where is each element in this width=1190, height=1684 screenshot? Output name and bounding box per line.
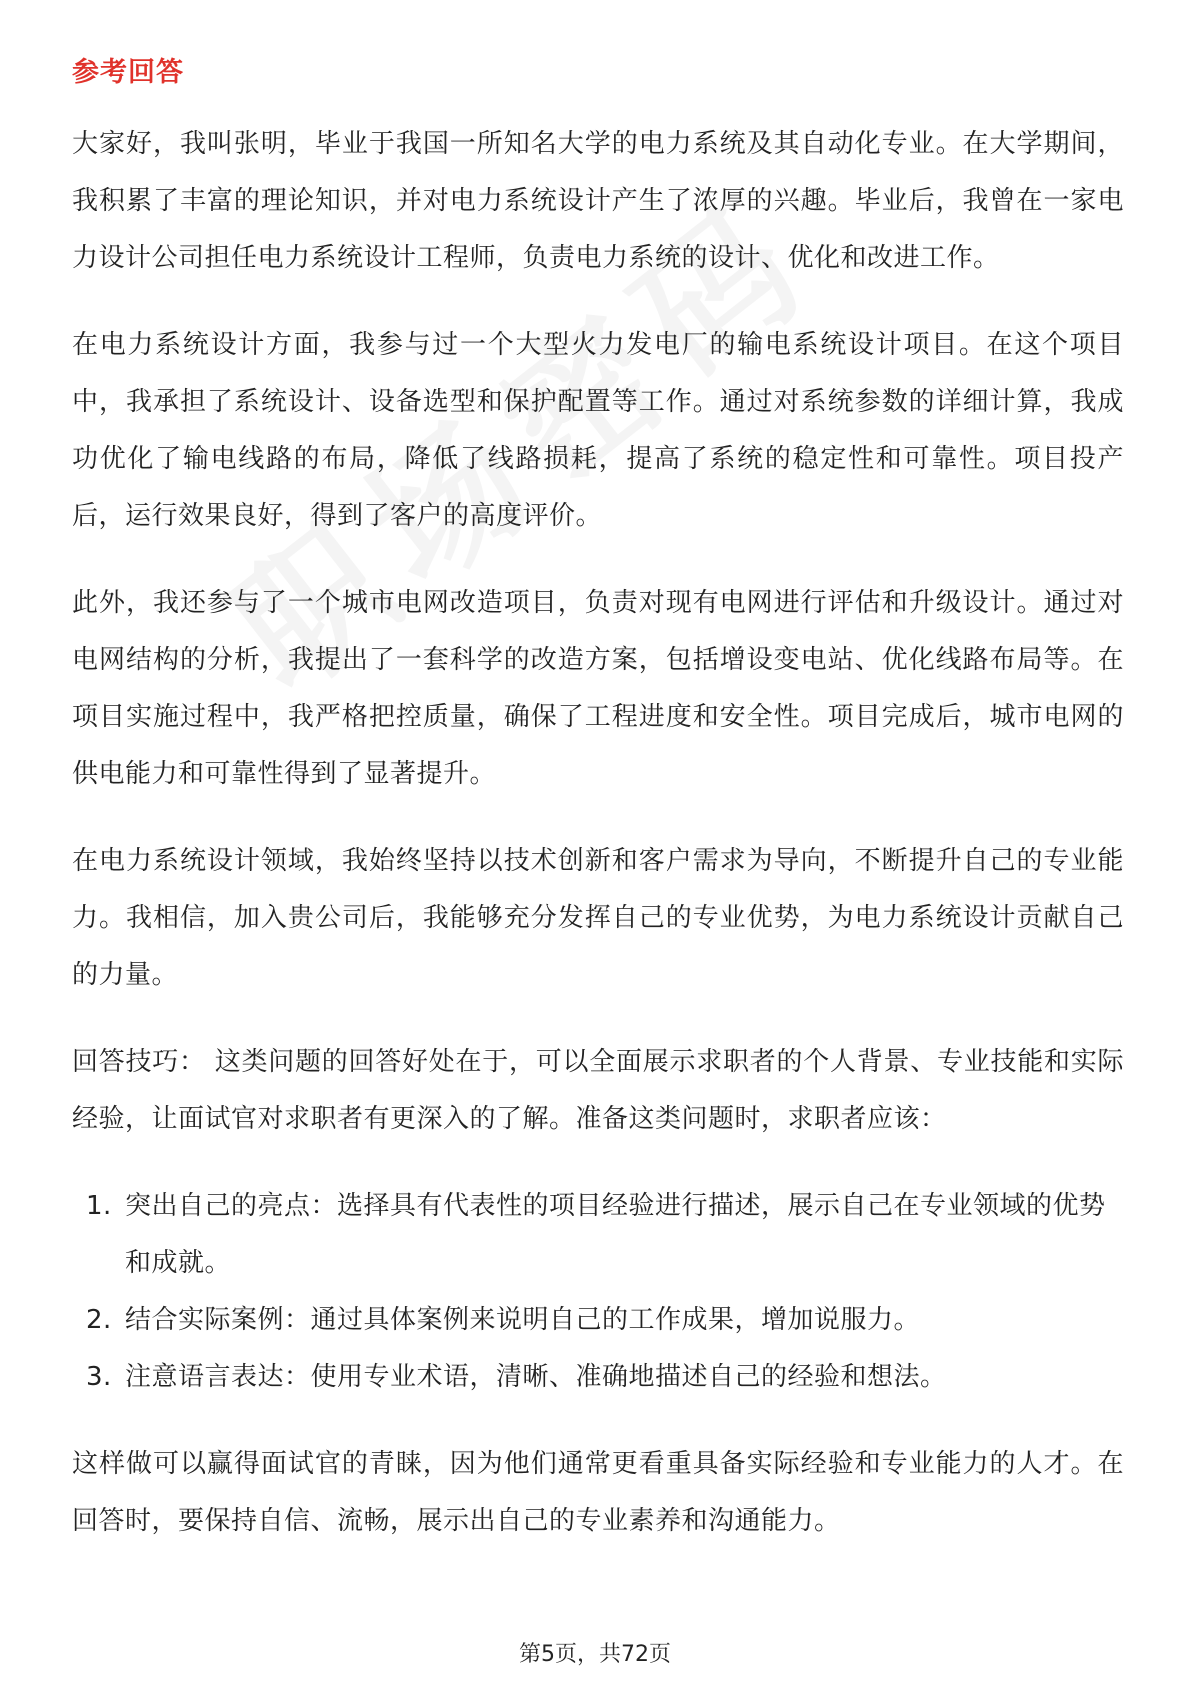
page-footer: 第5页，共72页: [519, 1642, 671, 1667]
list-item: [72, 1178, 1124, 1292]
answer-content: [72, 116, 1124, 1580]
list-number: 2.: [86, 1305, 112, 1335]
paragraph-tips: 回答技巧： 这类问题的回答好处在于，可以全面展示求职者的个人背景、专业技能和实际经验，让面试官对求职者有更深入的了解。准备这类问题时，求职者应该：: [72, 1047, 1124, 1134]
list-item: [72, 1349, 1124, 1406]
list-item: [72, 1292, 1124, 1349]
section-title: 参考回答: [72, 57, 184, 88]
list-text: 突出自己的亮点：选择具有代表性的项目经验进行描述，展示自己在专业领域的优势和成就。: [125, 1191, 1106, 1278]
paragraph-conclusion: 在电力系统设计领域，我始终坚持以技术创新和客户需求为导向，不断提升自己的专业能力。我相信，加入贵公司后，我能够充分发挥自己的专业优势，为电力系统设计贡献自己的力量。: [72, 846, 1124, 990]
tips-list: [72, 1178, 1124, 1406]
list-text: 注意语言表达：使用专业术语，清晰、准确地描述自己的经验和想法。: [125, 1362, 947, 1392]
paragraph-intro: 大家好，我叫张明，毕业于我国一所知名大学的电力系统及其自动化专业。在大学期间，我积累了丰富的理论知识，并对电力系统设计产生了浓厚的兴趣。毕业后，我曾在一家电力设计公司担任电力系统设计工程师，负责电力系统的设计、优化和改进工作。: [72, 129, 1124, 273]
list-number: 1.: [86, 1191, 112, 1221]
paragraph-project-2: 此外，我还参与了一个城市电网改造项目，负责对现有电网进行评估和升级设计。通过对电网结构的分析，我提出了一套科学的改造方案，包括增设变电站、优化线路布局等。在项目实施过程中，我严格把控质量，确保了工程进度和安全性。项目完成后，城市电网的供电能力和可靠性得到了显著提升。: [72, 588, 1124, 789]
paragraph-closing: 这样做可以赢得面试官的青睐，因为他们通常更看重具备实际经验和专业能力的人才。在回答时，要保持自信、流畅，展示出自己的专业素养和沟通能力。: [72, 1449, 1124, 1536]
list-text: 结合实际案例：通过具体案例来说明自己的工作成果，增加说服力。: [125, 1305, 921, 1335]
list-number: 3.: [86, 1362, 112, 1392]
paragraph-project-1: 在电力系统设计方面，我参与过一个大型火力发电厂的输电系统设计项目。在这个项目中，我承担了系统设计、设备选型和保护配置等工作。通过对系统参数的详细计算，我成功优化了输电线路的布局，降低了线路损耗，提高了系统的稳定性和可靠性。项目投产后，运行效果良好，得到了客户的高度评价。: [72, 330, 1124, 531]
